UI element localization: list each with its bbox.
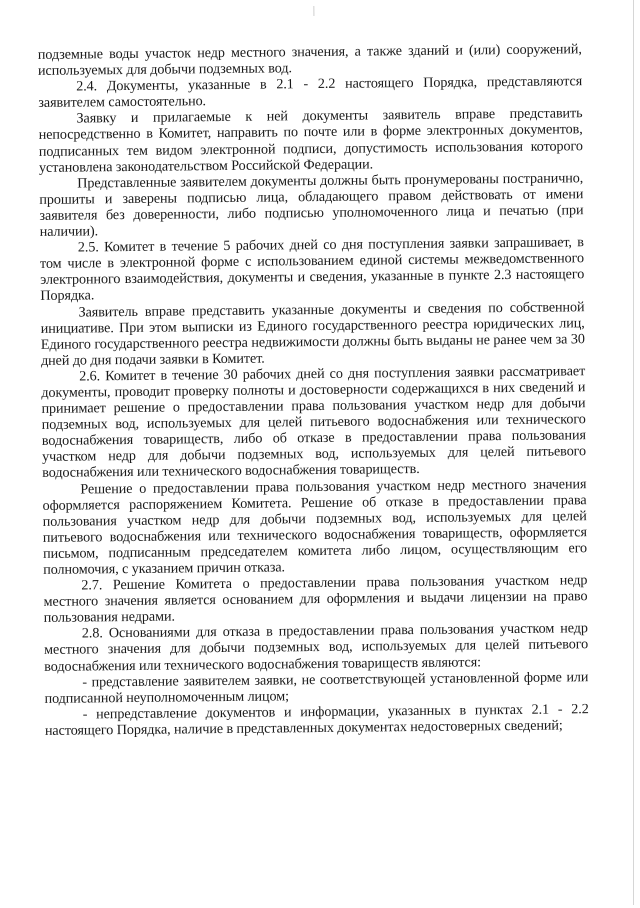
paragraph-2-7: 2.7. Решение Комитета о предоставлении права пользования участком недр местного значения является основанием для оформления и выдачи лицензии на право пользования недрами. <box>43 572 588 627</box>
paragraph-decision: Решение о предоставлении права пользования участком недр местного значения оформляется распоряжением Комитета. Решение об отказе в предоставлении права пользования участком недр для добычи подземных вод, используемых для целей питьевого водоснабжения или технического водоснабжения товариществ, оформляется письмом, подписанным председателем комитета либо лицом, осуществляющим его полномочия, с указанием причин отказа. <box>42 475 588 578</box>
paragraph-continuation: подземные воды участок недр местного значения, а также зданий и (или) сооружений, используемых для добычи подземных вод. <box>37 41 582 80</box>
list-item-refusal-reason-2: - непредставление документов и информации, указанных в пунктах 2.1 - 2.2 настоящего Порядка, наличие в представленных документах недостоверных сведений; <box>44 701 589 739</box>
paragraph-2-5: 2.5. Комитет в течение 5 рабочих дней со дня поступления заявки запрашивает, в том числе в электронной форме с использованием единой системы межведомственного электронного взаимодействия, документы и сведения, указанные в пункте 2.3 настоящего Порядка. <box>39 234 585 305</box>
paragraph-2-4: 2.4. Документы, указанные в 2.1 - 2.2 настоящего Порядка, представляются заявителем самостоятельно. <box>38 73 583 112</box>
paragraph-numbering: Представленные заявителем документы должны быть пронумерованы постранично, прошиты и заверены подписью лица, обладающего правом действовать от имени заявителя без доверенности, либо подписью уполномоченного лица и печатью (при наличии). <box>39 169 584 240</box>
paragraph-2-8: 2.8. Основаниями для отказа в предоставлении права пользования участком недр местного значения для добычи подземных вод, используемых для целей питьевого водоснабжения или технического водоснабжения товариществ являются: <box>43 620 589 675</box>
paragraph-submission: Заявку и прилагаемые к ней документы заявитель вправе представить непосредственно в Комитет, направить по почте или в форме электронных документов, подписанных тем видом электронной подписи, допустимость использования которого установлена законодательством Российской Федерации. <box>38 105 583 176</box>
paragraph-own-initiative: Заявитель вправе представить указанные документы и сведения по собственной инициативе. При этом выписки из Единого государственного реестра юридических лиц, Единого государственного реестра недвижимости должны быть выданы не ранее чем за 30 дней до дня подачи заявки в Комитет. <box>40 298 585 369</box>
paragraph-2-6: 2.6. Комитет в течение 30 рабочих дней со дня поступления заявки рассматривает документы, проводит проверку полноты и достоверности содержащихся в них сведений и принимает решение о предоставлении права пользования участком недр для добычи подземных вод, используемых для целей питьевого водоснабжения или технического водоснабжения товариществ, либо об отказе в предоставлении права пользования участком недр для добычи подземных вод, используемых для целей питьевого водоснабжения или технического водоснабжения товариществ. <box>41 363 587 482</box>
scan-edge-line <box>633 0 634 905</box>
list-item-refusal-reason-1: - представление заявителем заявки, не соответствующей установленной форме или подписанной неуполномоченным лицом; <box>44 668 589 707</box>
scan-mark <box>313 6 314 16</box>
